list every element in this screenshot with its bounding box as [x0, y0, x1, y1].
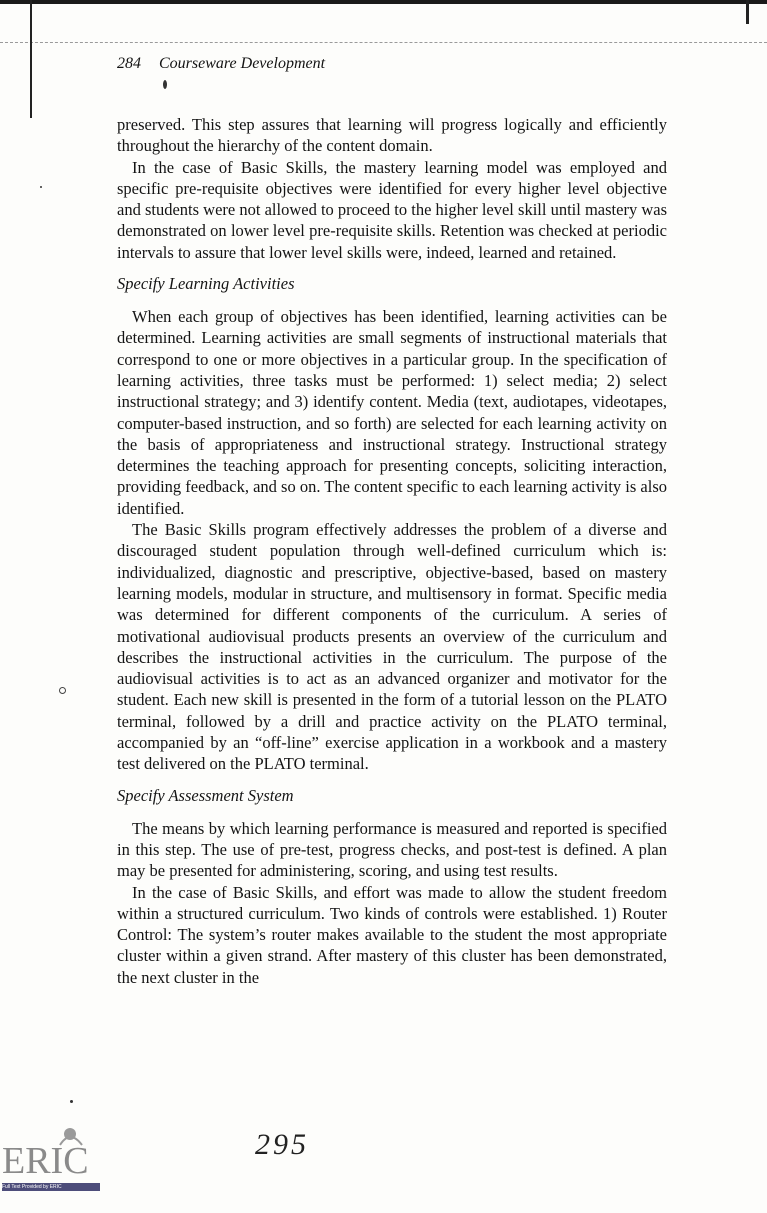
paragraph: When each group of objectives has been identified, learning activities can be determined. Learning activities are small segments of instructional materials that correspond to one or more objectives in a particular group. In the specification of learning activities, three tasks must be performed: 1) select media; 2) select instructional strategy; and 3) identify content. Media (text, audiotapes, videotapes, computer-based instruction, and so forth) are selected for each learning activity on the basis of appropriateness and instructional strategy. Instructional strategy determines the teaching approach for presenting concepts, soliciting interaction, providing feedback, and so on. The content specific to each learning activity is also identified. [117, 307, 667, 518]
eric-logo-text: ERIC [2, 1140, 89, 1182]
section-heading: Specify Assessment System [117, 785, 294, 805]
paragraph: The Basic Skills program effectively addresses the problem of a diverse and discouraged student population through well-defined curriculum which is: individualized, diagnostic and prescriptive, objective-based, based on mastery learning models, modular in structure, and multisensory in format. Specific media was determined for different components of the curriculum. A series of motivational audiovisual products presents an overview of the curriculum and describes the instructional activities in the curriculum. The purpose of the audiovisual activities is to act as an advanced organizer and motivator for the student. Each new skill is presented in the form of a tutorial lesson on the PLATO terminal, followed by a drill and practice activity on the PLATO terminal, accompanied by an “off-line” exercise application in a workbook and a mastery test delivered on the PLATO terminal. [117, 520, 667, 774]
scan-right-mark [746, 0, 749, 24]
paragraph: In the case of Basic Skills, and effort was made to allow the student freedom within a structured curriculum. Two kinds of controls were established. 1) Router Control: The system’s router makes available to the student the most appropriate cluster within a given strand. After mastery of this cluster has been demonstrated, the next cluster in the [117, 882, 667, 987]
handwritten-folio: 295 [255, 1128, 309, 1161]
paragraph: In the case of Basic Skills, the mastery learning model was employed and specific pre-requisite objectives were identified for every higher level objective and students were not allowed to proceed to the higher level skill until mastery was demonstrated on lower level pre-requisite skills. Retention was checked at periodic intervals to assure that lower level skills were, indeed, learned and retained. [117, 157, 667, 262]
scan-dashed-line [0, 42, 767, 44]
running-title: Courseware Development [159, 55, 326, 72]
scan-left-mark [30, 0, 32, 118]
section-heading: Specify Learning Activities [117, 274, 295, 294]
page-body [117, 114, 667, 988]
paragraph: The means by which learning performance is measured and reported is specified in this step. The use of pre-test, progress checks, and post-test is defined. A plan may be presented for administering, scoring, and using test results. [117, 818, 667, 881]
eric-logo [0, 1125, 104, 1190]
running-head [117, 55, 325, 73]
page-number: 284 [117, 55, 141, 72]
paragraph: preserved. This step assures that learning will progress logically and efficiently throughout the hierarchy of the content domain. [117, 115, 667, 156]
scan-speck [59, 687, 66, 694]
scan-speck [163, 80, 167, 89]
scan-top-edge [0, 0, 767, 54]
eric-logo-caption: Full Text Provided by ERIC [2, 1183, 100, 1191]
scan-speck [70, 1100, 73, 1103]
scan-speck [40, 186, 42, 188]
